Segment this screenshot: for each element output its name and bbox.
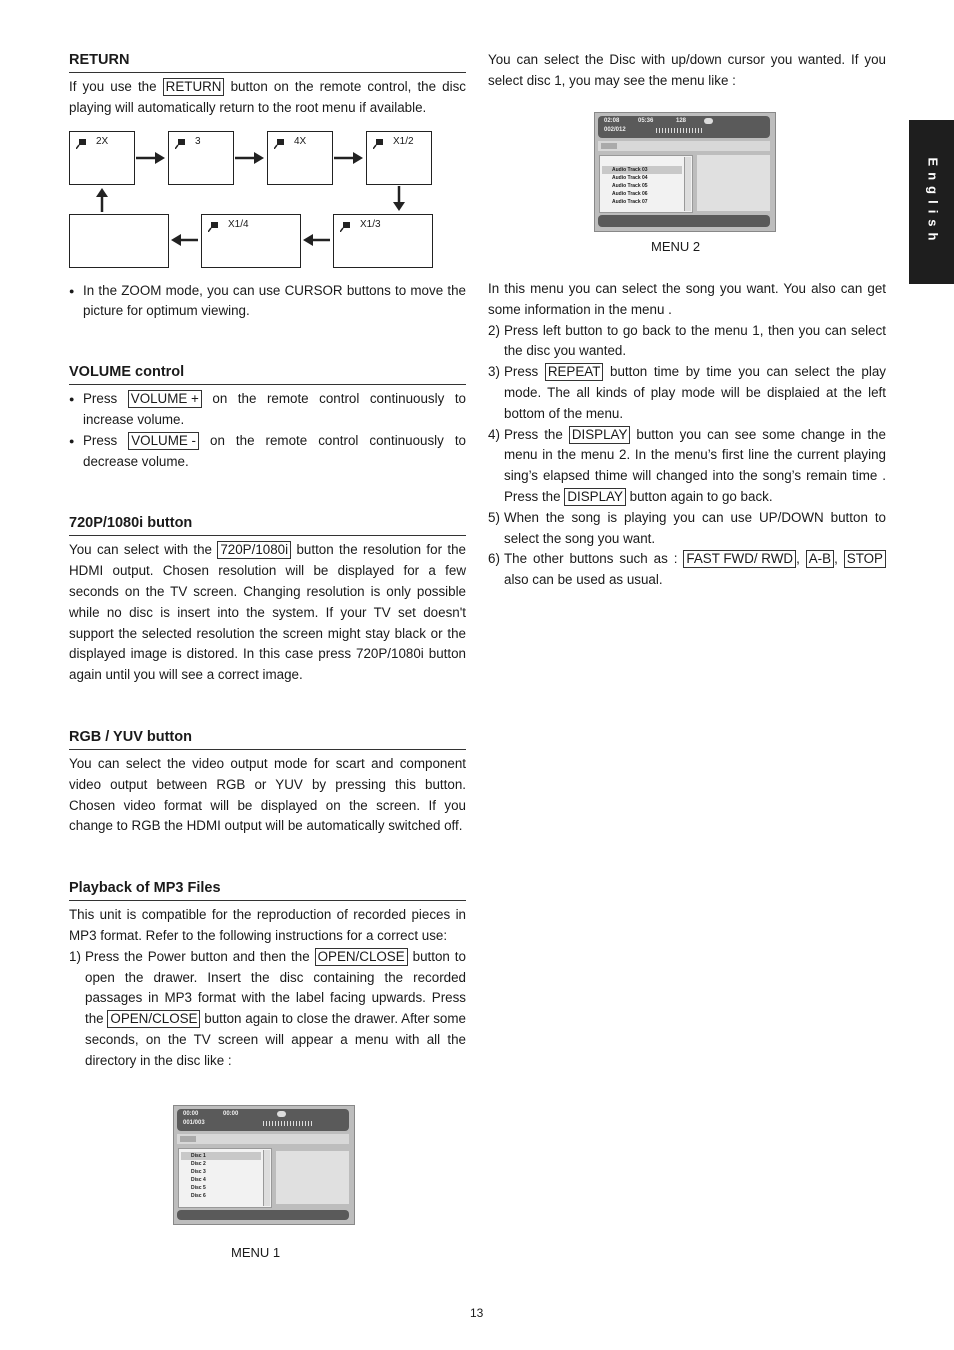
- disc-label: Disc 6: [191, 1193, 206, 1199]
- track-counter: 002/012: [604, 127, 626, 133]
- display-button-label: DISPLAY: [569, 426, 631, 444]
- list-item[interactable]: [602, 198, 682, 206]
- menu-1-screenshot: [173, 1105, 355, 1225]
- text: Press the: [504, 426, 563, 442]
- open-close-button-label: OPEN/CLOSE: [315, 948, 408, 966]
- track-label: Audio Track 04: [612, 175, 648, 181]
- track-counter: 001/003: [183, 1120, 205, 1126]
- text: button to open the drawer. Insert the disc containing the recorded passages in MP3 format with the label facing upwards. Press the: [85, 948, 466, 1027]
- list-item[interactable]: [181, 1168, 261, 1176]
- text: button the resolution for the HDMI output. Chosen resolution will be displayed for a few seconds on the TV screen. Changing resolution is only possible while no disc is insert into the system. If your TV set doesn't support the selected resolution the screen might stay black or the displayed image is distored. In this case press 720P/1080i button again until you will see a correct image.: [69, 542, 466, 683]
- track-label: Audio Track 06: [612, 191, 648, 197]
- step-number: 1): [69, 948, 81, 964]
- level-meter: [656, 128, 702, 133]
- zoom-diagram: [69, 131, 466, 281]
- list-item[interactable]: [181, 1184, 261, 1192]
- level-meter: [263, 1121, 313, 1126]
- preview-pane: [276, 1151, 349, 1204]
- resolution-paragraph: [69, 540, 466, 686]
- text: Press left button to go back to the menu 1, then you can select the disc you wanted.: [504, 322, 886, 359]
- language-tab: [909, 120, 954, 284]
- mp3-intro: This unit is compatible for the reproduction of recorded pieces in MP3 format. Refer to the following instructions for a correct use:: [69, 907, 466, 943]
- step-number: 5): [488, 509, 500, 525]
- disc-list[interactable]: [178, 1148, 272, 1208]
- total-time: 05:36: [638, 118, 654, 124]
- step-5: [488, 508, 886, 550]
- volume-down-item: [69, 431, 466, 473]
- list-item[interactable]: [181, 1152, 261, 1160]
- list-item[interactable]: [181, 1176, 261, 1184]
- text: Press the Power button and then the: [85, 948, 310, 964]
- path-bar: [598, 141, 770, 151]
- track-label: Audio Track 03: [612, 167, 648, 173]
- volume-down-button-label: VOLUME -: [128, 432, 199, 450]
- zoom-label: X1/4: [228, 218, 249, 230]
- list-item[interactable]: [181, 1192, 261, 1200]
- zoom-label: X1/2: [393, 135, 414, 147]
- text: You can select with the: [69, 542, 212, 558]
- disc-label: Disc 5: [191, 1185, 206, 1191]
- scrollbar[interactable]: [684, 157, 691, 211]
- mp3-step-1: [69, 947, 466, 1072]
- menu-header-bar: [598, 116, 770, 138]
- step-6: 6) The other buttons such as : FAST FWD/ RWD , A-B , STOP also can be used as usual.: [488, 549, 886, 591]
- text: Press: [504, 364, 539, 380]
- return-heading: RETURN: [69, 50, 466, 73]
- volume-up-button-label: VOLUME +: [128, 390, 202, 408]
- rgb-heading: RGB / YUV button: [69, 727, 466, 750]
- track-list[interactable]: [599, 155, 693, 213]
- disc-label: Disc 3: [191, 1169, 206, 1175]
- track-list-items: [602, 166, 682, 206]
- right-column-lower: [488, 279, 886, 591]
- list-item[interactable]: [602, 190, 682, 198]
- repeat-button-label: REPEAT: [545, 363, 604, 381]
- menu-2-caption: MENU 2: [651, 239, 701, 254]
- folder-icon: [601, 143, 617, 149]
- zoom-note: ● In the ZOOM mode, you can use CURSOR buttons to move the picture for optimum viewing.: [69, 281, 466, 323]
- text: button time by time you can select the play mode. The all kinds of play mode will be displaied at the left bottom of the menu.: [504, 364, 886, 421]
- step-number: 4): [488, 426, 500, 442]
- text: on the remote control continuously to decrease volume.: [83, 432, 466, 469]
- elapsed-time: 02:08: [604, 118, 620, 124]
- list-item[interactable]: [602, 182, 682, 190]
- total-time: 00:00: [223, 1111, 239, 1117]
- stop-button-label: STOP: [844, 550, 886, 568]
- text: Press: [83, 432, 118, 448]
- menu-2-screenshot: [594, 112, 776, 232]
- text: also can be used as usual.: [504, 572, 663, 588]
- disc-label: Disc 4: [191, 1177, 206, 1183]
- step-number: 6): [488, 551, 500, 567]
- text: button you can see some change in the menu in the menu 2. In the menu’s first line the current playing sing’s elapsed thime will changed into the song’s remain time . Press the: [504, 426, 886, 504]
- fast-fwd-rwd-button-label: FAST FWD/ RWD: [683, 550, 796, 568]
- display-button-label: DISPLAY: [564, 488, 626, 506]
- text: button again to close the drawer. After some seconds, on the TV screen will appear a menu with all the directory in the disc like :: [85, 1011, 466, 1068]
- text: The other buttons such as :: [504, 551, 678, 567]
- step-number: 2): [488, 322, 500, 338]
- step-3: [488, 362, 886, 424]
- right-column: [488, 50, 886, 92]
- status-bar: [598, 215, 770, 227]
- preview-pane: [697, 155, 770, 211]
- disc-label: Disc 2: [191, 1161, 206, 1167]
- text: If you use the: [69, 79, 157, 94]
- step-4: [488, 425, 886, 508]
- step-number: 3): [488, 364, 500, 380]
- volume-heading: VOLUME control: [69, 362, 466, 385]
- disc-select-paragraph: You can select the Disc with up/down cursor you wanted. If you select disc 1, you may see the menu like :: [488, 52, 886, 88]
- track-label: Audio Track 07: [612, 199, 648, 205]
- zoom-label: 4X: [294, 135, 307, 147]
- menu-1-caption: MENU 1: [231, 1245, 281, 1260]
- resolution-button-label: 720P/1080i: [217, 541, 291, 559]
- track-label: Audio Track 05: [612, 183, 648, 189]
- disc-list-items: [181, 1152, 261, 1200]
- text: When the song is playing you can use UP/DOWN button to select the song you want.: [504, 509, 886, 546]
- zoom-label: X1/3: [360, 218, 381, 230]
- text: Press: [83, 391, 118, 407]
- open-close-button-label: OPEN/CLOSE: [107, 1010, 200, 1028]
- left-column: [69, 50, 466, 1072]
- return-paragraph: [69, 77, 466, 119]
- play-icon: [277, 1111, 286, 1117]
- folder-icon: [180, 1136, 196, 1142]
- text: button on the remote control, the disc playing will automatically return to the root menu if available.: [69, 79, 466, 115]
- zoom-label: 3: [195, 135, 201, 147]
- play-icon: [704, 118, 713, 124]
- zoom-label: 2X: [96, 135, 109, 147]
- menu-header-bar: [177, 1109, 349, 1131]
- elapsed-time: 00:00: [183, 1111, 199, 1117]
- menu-2-description: In this menu you can select the song you want. You also can get some information in the menu .: [488, 281, 886, 317]
- path-bar: [177, 1134, 349, 1144]
- list-item[interactable]: [181, 1160, 261, 1168]
- return-button-label: RETURN: [163, 78, 225, 96]
- status-bar: [177, 1210, 349, 1220]
- volume-up-item: [69, 389, 466, 431]
- scrollbar[interactable]: [263, 1150, 270, 1206]
- language-tab-label: English: [924, 157, 940, 247]
- list-item[interactable]: [602, 166, 682, 174]
- mp3-heading: Playback of MP3 Files: [69, 878, 466, 901]
- page-number: 13: [470, 1306, 484, 1320]
- bitrate: 128: [676, 118, 687, 124]
- text: on the remote control continuously to increase volume.: [83, 391, 466, 427]
- zoom-arrows: [69, 131, 466, 281]
- step-2: [488, 321, 886, 363]
- text: button again to go back.: [629, 488, 773, 504]
- rgb-paragraph: You can select the video output mode for scart and component video output between RGB or YUV by pressing this button. Chosen video format will be displayed on the screen. If you change to RGB the HDMI output will be automatically switched off.: [69, 755, 466, 834]
- a-b-button-label: A-B: [806, 550, 834, 568]
- resolution-heading: 720P/1080i button: [69, 513, 466, 536]
- list-item[interactable]: [602, 174, 682, 182]
- disc-label: Disc 1: [191, 1153, 206, 1159]
